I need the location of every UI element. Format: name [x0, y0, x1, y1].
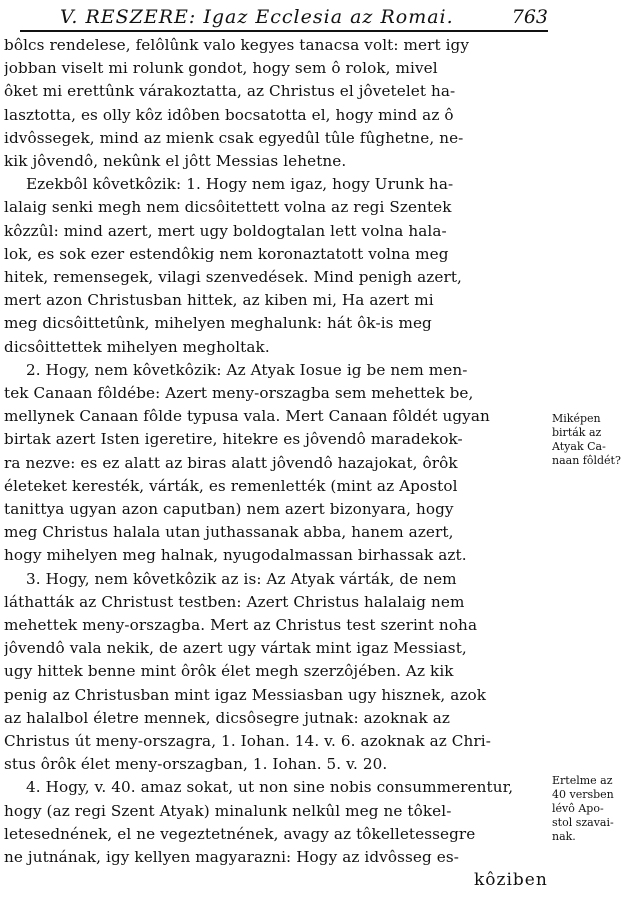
text-line: hitek, remensegek, vilagi szenvedések. Mind penigh azert,	[4, 268, 462, 286]
catchword: kôziben	[474, 870, 548, 890]
marginal-note-2	[552, 774, 642, 844]
text-line: penig az Christusban mint igaz Messiasban ugy hisznek, azok	[4, 685, 487, 704]
text-line: az halalbol életre mennek, dicsôsegre jutnak: azoknak az	[4, 708, 450, 727]
main-text	[4, 34, 546, 880]
text-line: tek Canaan fôldébe: Azert meny-orszagba sem mehettek be,	[4, 384, 474, 402]
text-line: mellynek Canaan fôlde typusa vala. Mert Canaan fôldét ugyan	[4, 407, 490, 426]
text-line: kik jôvendô, nekûnk el jôtt Messias lehetne.	[4, 152, 347, 170]
marginal-note-line: Miképen	[552, 412, 601, 425]
text-line: birtak azert Isten igeretire, hitekre es jôvendô maradekok-	[4, 430, 463, 449]
text-line: Christus út meny-orszagra, 1. Iohan. 14. v. 6. azoknak az Chri-	[4, 732, 491, 750]
marginal-note-line: nak.	[552, 830, 576, 843]
text-line: kôzzûl: mind azert, mert ugy boldogtalan lett volna hala-	[4, 221, 447, 240]
marginal-note-line: stol szavai-	[552, 816, 614, 829]
text-line: Ezekbôl kôvetkôzik: 1. Hogy nem igaz, hogy Urunk ha-	[26, 175, 454, 194]
text-line: életeket keresték, várták, es remenlették (mint az Apostol	[4, 476, 458, 495]
text-line: dicsôittettek mihelyen megholtak.	[4, 337, 270, 356]
marginal-note-line: 40 versben	[552, 788, 614, 801]
text-line: mert azon Christusban hittek, az kiben mi, Ha azert mi	[4, 291, 434, 310]
text-line: hogy (az regi Szent Atyak) minalunk nelkûl meg ne tôkel-	[4, 801, 452, 820]
text-line: lok, es sok ezer estendôkig nem koronaztatott volna meg	[4, 244, 449, 263]
text-line: jobban viselt mi rolunk gondot, hogy sem ô rolok, mivel	[4, 59, 438, 78]
text-line: láthatták az Christust testben: Azert Christus halalaig nem	[4, 592, 465, 611]
marginal-note-line: lévô Apo-	[552, 802, 604, 815]
text-line: ugy hittek benne mint ôrôk élet megh szerzôjében. Az kik	[4, 662, 454, 681]
text-line: ra nezve: es ez alatt az biras alatt jôvendô hazajokat, ôrôk	[4, 453, 458, 472]
text-line: 3. Hogy, nem kôvetkôzik az is: Az Atyak várták, de nem	[26, 569, 457, 588]
text-line: ôket mi erettûnk várakoztatta, az Christus el jôvetelet ha-	[4, 82, 456, 101]
text-line: lasztotta, es olly kôz idôben bocsatotta el, hogy mind az ô	[4, 105, 454, 124]
text-line: stus ôrôk élet meny-orszagban, 1. Iohan. 5. v. 20.	[4, 755, 388, 774]
text-line: mehettek meny-orszagba. Mert az Christus test szerint noha	[4, 616, 478, 634]
text-line: idvôssegek, mind az mienk csak egyedûl tûle fûghetne, ne-	[4, 128, 464, 147]
text-line: lalaig senki megh nem dicsôitettett volna az regi Szentek	[4, 198, 452, 217]
page-header	[20, 4, 548, 30]
text-line: hogy mihelyen meg halnak, nyugodalmassan birhassak azt.	[4, 546, 467, 565]
marginal-note-line: Ertelme az	[552, 774, 613, 787]
text-line: 2. Hogy, nem kôvetkôzik: Az Atyak Iosue ig be nem men-	[26, 360, 468, 379]
marginal-note-line: naan fôldét?	[552, 454, 621, 467]
text-line: 4. Hogy, v. 40. amaz sokat, ut non sine nobis consummerentur,	[26, 778, 514, 797]
text-line: letesednének, el ne vegeztetnének, avagy az tôkelletessegre	[4, 824, 476, 843]
marginal-note-1	[552, 412, 642, 468]
text-line: meg Christus halala utan juthassanak abba, hanem azert,	[4, 523, 454, 542]
text-line: bôlcs rendelese, felôlûnk valo kegyes tanacsa volt: mert igy	[4, 36, 470, 54]
page-number: 763	[511, 6, 548, 28]
text-line: ne jutnának, igy kellyen magyarazni: Hogy az idvôsseg es-	[4, 848, 459, 866]
header-rule	[20, 30, 548, 32]
text-line: jôvendô vala nekik, de azert ugy vártak mint igaz Messiast,	[4, 639, 467, 658]
running-head: V. RESZERE: Igaz Ecclesia az Romai.	[60, 6, 454, 28]
text-line: tanittya ugyan azon caputban) nem azert bizonyara, hogy	[4, 500, 454, 518]
text-line: meg dicsôittetûnk, mihelyen meghalunk: hát ôk-is meg	[4, 314, 432, 333]
marginal-note-line: Atyak Ca-	[552, 440, 606, 453]
marginal-note-line: birták az	[552, 426, 602, 439]
